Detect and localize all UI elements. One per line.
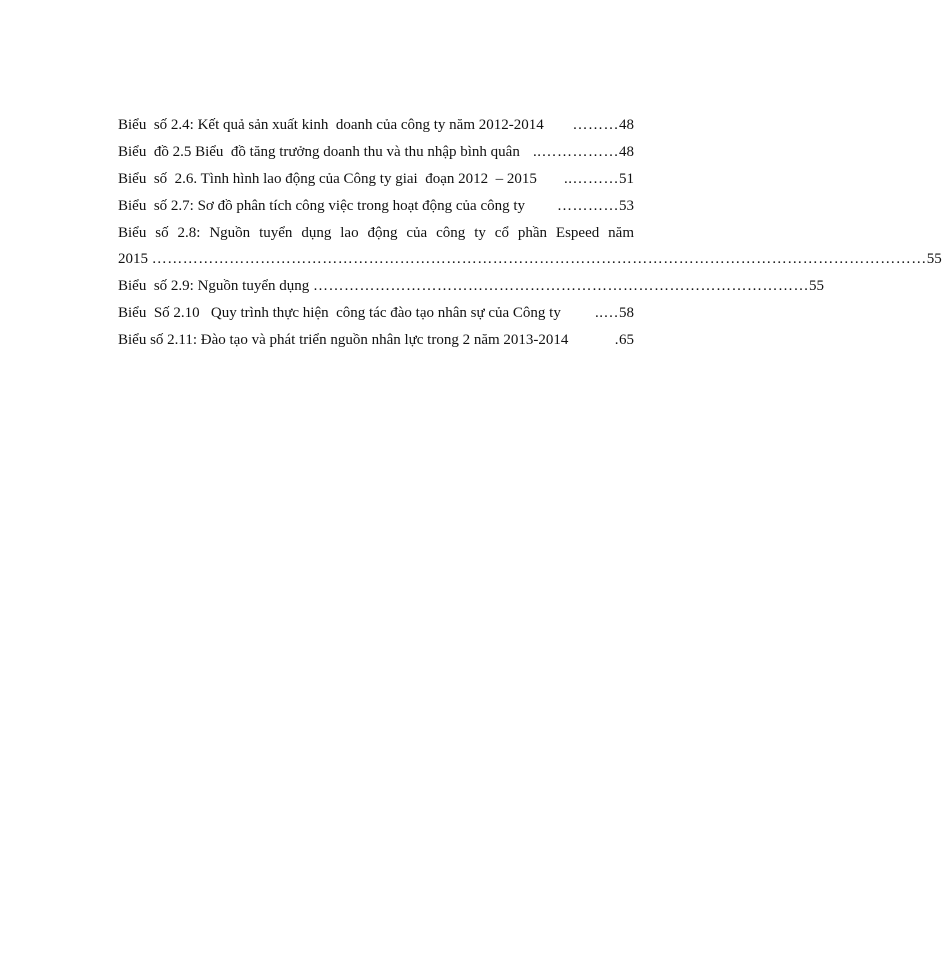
toc-entry-wrapped [118, 220, 634, 247]
toc-entry [118, 300, 634, 327]
toc-entry [118, 139, 634, 166]
toc-entry-title: Biểu Số 2.10 Quy trình thực hiện công tác đào tạo nhân sự của Công ty [118, 305, 561, 322]
toc-entry-leader: ………… [557, 197, 619, 214]
list-of-figures [118, 112, 942, 354]
toc-entry-page: 48 [619, 143, 634, 160]
toc-entry-title: Biểu số 2.6. Tình hình lao động của Công ty giai đoạn 2012 – 2015 [118, 170, 541, 187]
toc-entry [118, 193, 634, 220]
toc-entry-leader: . [614, 332, 619, 349]
toc-entry [118, 327, 634, 354]
toc-entry-page: 48 [619, 117, 634, 133]
toc-entry-title: Biểu đồ 2.5 Biểu đồ tăng trưởng doanh thu và thu nhập bình quân [118, 143, 520, 160]
toc-entry [118, 273, 824, 300]
toc-entry-leader: ……… [572, 117, 619, 133]
toc-entry-page: 65 [619, 332, 634, 349]
toc-entry-title: Biểu số 2.4: Kết quả sản xuất kinh doanh của công ty năm 2012-2014 [118, 117, 548, 133]
toc-entry-page: 53 [619, 197, 634, 214]
toc-entry-page: 58 [619, 305, 634, 322]
toc-entry [118, 112, 634, 139]
toc-entry-title: 2015 [118, 251, 152, 268]
toc-entry-title: Biểu số 2.8: Nguồn tuyển dụng lao động của công ty cổ phần Espeed năm [118, 224, 634, 241]
toc-entry-leader: …………………………………………………………………………………… [313, 278, 809, 295]
toc-entry-title: Biểu số 2.7: Sơ đồ phân tích công việc trong hoạt động của công ty [118, 197, 529, 214]
toc-entry-title: Biểu số 2.9: Nguồn tuyển dụng [118, 278, 313, 295]
toc-entry-page: 55 [809, 278, 824, 295]
toc-entry-page: 51 [619, 170, 634, 187]
toc-entry [118, 166, 634, 193]
toc-entry-leader: ……….. [564, 170, 619, 187]
toc-entry-leader: ….. [595, 305, 619, 322]
toc-entry-continuation [118, 246, 942, 273]
toc-entry-leader: …………………………………………………………………………………………………………………………………… [151, 251, 927, 268]
toc-entry-leader: …………….. [533, 143, 619, 160]
toc-entry-page: 55 [926, 251, 942, 268]
toc-entry-title: Biểu số 2.11: Đào tạo và phát triển nguồn nhân lực trong 2 năm 2013-2014 [118, 332, 573, 349]
